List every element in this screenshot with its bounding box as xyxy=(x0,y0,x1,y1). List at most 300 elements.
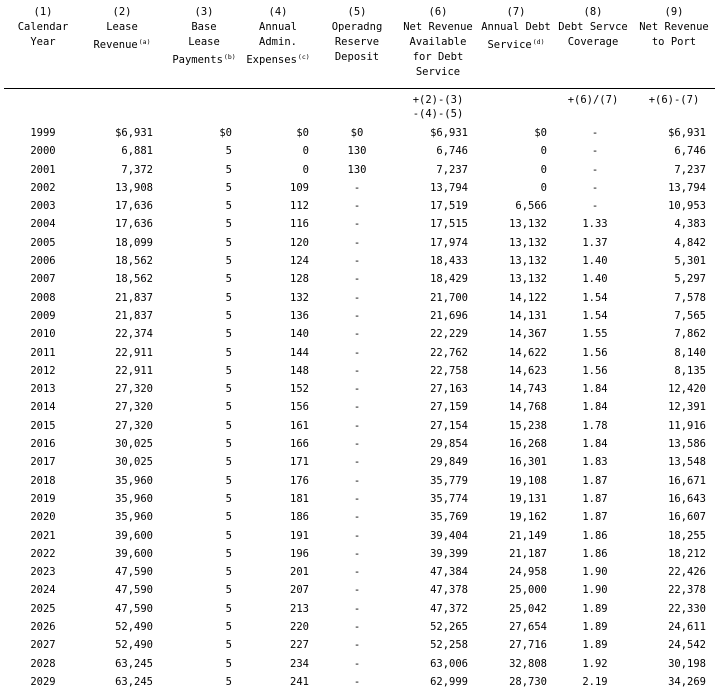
cell-year: 2015 xyxy=(30,419,56,432)
cell-operating-reserve: - xyxy=(353,383,361,396)
cell-net-to-port: 22,426 xyxy=(668,566,706,579)
cell-debt-service: 6,566 xyxy=(515,200,547,213)
cell-debt-service: 13,132 xyxy=(509,236,547,249)
cell-base-lease: 5 xyxy=(225,547,232,560)
cell-debt-service: 0 xyxy=(540,163,547,176)
cell-admin-expenses: 207 xyxy=(290,584,309,597)
cell-admin-expenses: 220 xyxy=(290,621,309,634)
cell-coverage: 1.92 xyxy=(582,657,608,670)
cell-operating-reserve: 130 xyxy=(347,163,367,176)
cell-admin-expenses: 128 xyxy=(290,273,309,286)
cell-base-lease: 5 xyxy=(225,492,232,505)
cell-net-to-port: 7,237 xyxy=(674,163,706,176)
cell-lease-revenue: 35,960 xyxy=(115,511,153,524)
formula-coverage xyxy=(557,93,629,107)
cell-debt-service: 14,122 xyxy=(509,291,547,304)
cell-year: 2019 xyxy=(30,492,56,505)
cell-base-lease: 5 xyxy=(225,236,232,249)
header-text: Payments xyxy=(172,54,223,66)
cell-year: 2025 xyxy=(30,602,56,615)
cell-year: 2020 xyxy=(30,511,56,524)
table-row xyxy=(0,581,719,599)
cell-year: 2017 xyxy=(30,456,56,469)
cell-debt-service: 14,623 xyxy=(509,364,547,377)
footnote-marker: (a) xyxy=(138,38,151,46)
cell-net-available: 17,974 xyxy=(430,236,468,249)
cell-lease-revenue: 17,636 xyxy=(115,200,153,213)
cell-net-available: 35,774 xyxy=(430,492,468,505)
cell-operating-reserve: - xyxy=(353,236,361,249)
cell-net-available: 27,159 xyxy=(430,401,468,414)
table-row xyxy=(0,417,719,435)
cell-debt-service: 14,768 xyxy=(509,401,547,414)
table-row xyxy=(0,490,719,508)
cell-base-lease: 5 xyxy=(225,309,232,322)
cell-debt-service: 25,000 xyxy=(509,584,547,597)
cell-debt-service: 14,131 xyxy=(509,309,547,322)
cell-admin-expenses: 124 xyxy=(290,255,309,268)
cell-year: 2018 xyxy=(30,474,56,487)
formula-line: +(6)-(7) xyxy=(648,94,700,106)
header-line: (2) xyxy=(112,6,132,18)
header-text: Revenue xyxy=(93,39,138,51)
cell-year: 2008 xyxy=(30,291,56,304)
cell-lease-revenue: 39,600 xyxy=(115,547,153,560)
cell-coverage: 1.89 xyxy=(582,621,608,634)
cell-lease-revenue: 21,837 xyxy=(115,291,153,304)
cell-net-to-port: 13,794 xyxy=(668,181,706,194)
cell-net-to-port: 11,916 xyxy=(668,419,706,432)
cell-coverage: 1.54 xyxy=(582,309,608,322)
cell-base-lease: 5 xyxy=(225,675,232,688)
cell-year: 2010 xyxy=(30,328,56,341)
cell-base-lease: 5 xyxy=(225,364,232,377)
cell-net-to-port: 16,643 xyxy=(668,492,706,505)
header-line: Annual xyxy=(259,21,297,33)
cell-base-lease: 5 xyxy=(225,383,232,396)
cell-lease-revenue: 63,245 xyxy=(115,657,153,670)
cell-coverage: 1.87 xyxy=(582,492,608,505)
cell-net-to-port: 8,135 xyxy=(674,364,706,377)
cell-net-available: 27,163 xyxy=(430,383,468,396)
cell-net-available: 17,519 xyxy=(430,200,468,213)
cell-coverage: 1.37 xyxy=(582,236,608,249)
footnote-marker: (b) xyxy=(223,53,236,61)
cell-admin-expenses: 156 xyxy=(290,401,309,414)
cell-operating-reserve: - xyxy=(353,438,361,451)
header-net-revenue-to-port xyxy=(636,5,712,50)
cell-debt-service: 32,808 xyxy=(509,657,547,670)
cell-coverage: 1.54 xyxy=(582,291,608,304)
cell-net-to-port: 30,198 xyxy=(668,657,706,670)
cell-operating-reserve: - xyxy=(353,200,361,213)
cell-year: 1999 xyxy=(30,127,56,139)
table-row xyxy=(0,618,719,636)
cell-net-available: 29,849 xyxy=(430,456,468,469)
cell-net-available: 47,378 xyxy=(430,584,468,597)
cell-debt-service: 0 xyxy=(540,181,547,194)
cell-lease-revenue: 22,911 xyxy=(115,346,153,359)
cell-base-lease: 5 xyxy=(225,584,232,597)
cell-admin-expenses: 140 xyxy=(290,328,309,341)
header-divider xyxy=(4,88,715,89)
cell-base-lease: 5 xyxy=(225,145,232,158)
header-line: Available xyxy=(409,36,467,48)
cell-base-lease: 5 xyxy=(225,200,232,213)
cell-debt-service: 0 xyxy=(540,145,547,158)
cell-admin-expenses: 227 xyxy=(290,639,309,652)
table-row xyxy=(0,527,719,545)
header-lease-revenue xyxy=(87,5,157,53)
cell-lease-revenue: 47,590 xyxy=(115,566,153,579)
cell-admin-expenses: 152 xyxy=(290,383,309,396)
table-row xyxy=(0,325,719,343)
header-line: to Port xyxy=(651,36,697,48)
cell-net-available: 21,700 xyxy=(430,291,468,304)
table-row xyxy=(0,344,719,362)
cell-year: 2007 xyxy=(30,273,56,286)
cell-debt-service: 14,367 xyxy=(509,328,547,341)
header-line: (3) xyxy=(194,6,214,18)
cell-lease-revenue: 47,590 xyxy=(115,584,153,597)
cell-coverage: 1.55 xyxy=(582,328,608,341)
cell-operating-reserve: - xyxy=(353,181,361,194)
cell-base-lease: 5 xyxy=(225,273,232,286)
cell-net-to-port: 10,953 xyxy=(668,200,706,213)
cell-net-to-port: 5,301 xyxy=(674,255,706,268)
cell-coverage: 1.87 xyxy=(582,474,608,487)
header-admin-expenses xyxy=(243,5,313,68)
cell-lease-revenue: 39,600 xyxy=(115,529,153,542)
cell-base-lease: 5 xyxy=(225,438,232,451)
header-line: Year xyxy=(30,36,56,48)
cell-operating-reserve: - xyxy=(353,639,361,652)
cell-year: 2012 xyxy=(30,364,56,377)
cell-lease-revenue: 18,099 xyxy=(115,236,153,249)
cell-debt-service: 27,716 xyxy=(509,639,547,652)
cell-operating-reserve: - xyxy=(353,328,361,341)
footnote-marker: (c) xyxy=(297,53,310,61)
table-row xyxy=(0,270,719,288)
cell-coverage: 1.33 xyxy=(582,218,608,231)
header-line: (5) xyxy=(347,6,367,18)
cell-operating-reserve: - xyxy=(353,218,361,231)
cell-coverage: 1.40 xyxy=(582,255,608,268)
cell-year: 2016 xyxy=(30,438,56,451)
cell-base-lease: 5 xyxy=(225,163,232,176)
cell-operating-reserve: - xyxy=(353,584,361,597)
cell-lease-revenue: 22,374 xyxy=(115,328,153,341)
cell-admin-expenses: 0 xyxy=(302,163,309,176)
cell-net-available: 17,515 xyxy=(430,218,468,231)
cell-lease-revenue: 47,590 xyxy=(115,602,153,615)
cell-lease-revenue: 6,881 xyxy=(121,145,153,158)
cell-admin-expenses: 132 xyxy=(290,291,309,304)
cell-coverage: 1.40 xyxy=(582,273,608,286)
cell-coverage: - xyxy=(591,200,599,213)
header-line: Service xyxy=(415,66,461,78)
header-line: (8) xyxy=(583,6,603,18)
cell-net-to-port: $6,931 xyxy=(668,127,706,139)
cell-base-lease: 5 xyxy=(225,621,232,634)
cell-net-available: 22,229 xyxy=(430,328,468,341)
table-row xyxy=(0,215,719,233)
table-row xyxy=(0,252,719,270)
header-line xyxy=(170,50,238,68)
cell-admin-expenses: 120 xyxy=(290,236,309,249)
header-debt-service-coverage xyxy=(557,5,629,50)
cell-year: 2026 xyxy=(30,621,56,634)
cell-net-available: 39,404 xyxy=(430,529,468,542)
cell-lease-revenue: 27,320 xyxy=(115,401,153,414)
cell-base-lease: 5 xyxy=(225,346,232,359)
cell-coverage: 1.86 xyxy=(582,529,608,542)
formula-net-to-port xyxy=(636,93,712,107)
cell-operating-reserve: - xyxy=(353,309,361,322)
cell-net-available: 18,429 xyxy=(430,273,468,286)
header-line: Deposit xyxy=(334,51,380,63)
cell-net-to-port: 7,565 xyxy=(674,309,706,322)
header-net-revenue-available xyxy=(400,5,476,80)
header-line: Lease xyxy=(106,21,138,33)
cell-admin-expenses: 241 xyxy=(290,675,309,688)
cell-year: 2024 xyxy=(30,584,56,597)
cell-operating-reserve: - xyxy=(353,602,361,615)
cell-base-lease: 5 xyxy=(225,456,232,469)
cell-admin-expenses: 186 xyxy=(290,511,309,524)
cell-lease-revenue: 27,320 xyxy=(115,419,153,432)
cell-year: 2004 xyxy=(30,218,56,231)
cell-operating-reserve: - xyxy=(353,547,361,560)
cell-operating-reserve: $0 xyxy=(350,127,364,139)
cell-base-lease: 5 xyxy=(225,181,232,194)
cell-net-to-port: 4,842 xyxy=(674,236,706,249)
cell-net-available: 47,372 xyxy=(430,602,468,615)
cell-net-to-port: 13,586 xyxy=(668,438,706,451)
cell-year: 2001 xyxy=(30,163,56,176)
cell-year: 2013 xyxy=(30,383,56,396)
cell-debt-service: 19,131 xyxy=(509,492,547,505)
cell-coverage: 1.86 xyxy=(582,547,608,560)
cell-net-available: 62,999 xyxy=(430,675,468,688)
header-line xyxy=(87,35,157,53)
footnote-marker: (d) xyxy=(532,38,545,46)
cell-coverage: 1.84 xyxy=(582,401,608,414)
cell-lease-revenue: 18,562 xyxy=(115,273,153,286)
cell-base-lease: 5 xyxy=(225,529,232,542)
header-operating-reserve xyxy=(326,5,388,65)
header-line xyxy=(243,50,313,68)
table-row xyxy=(0,161,719,179)
cell-net-to-port: 12,391 xyxy=(668,401,706,414)
cell-debt-service: 19,162 xyxy=(509,511,547,524)
table-row xyxy=(0,398,719,416)
cell-net-available: 7,237 xyxy=(436,163,468,176)
header-line: Calendar xyxy=(17,21,69,33)
header-line: for Debt xyxy=(412,51,464,63)
cell-admin-expenses: 116 xyxy=(290,218,309,231)
cell-base-lease: 5 xyxy=(225,419,232,432)
cell-admin-expenses: 213 xyxy=(290,602,309,615)
cell-coverage: 1.56 xyxy=(582,364,608,377)
cell-lease-revenue: 63,245 xyxy=(115,675,153,688)
cell-year: 2009 xyxy=(30,309,56,322)
header-line xyxy=(478,35,554,53)
cell-admin-expenses: 201 xyxy=(290,566,309,579)
header-base-lease-payments xyxy=(170,5,238,68)
cell-base-lease: 5 xyxy=(225,566,232,579)
cell-operating-reserve: - xyxy=(353,291,361,304)
cell-net-available: 27,154 xyxy=(430,419,468,432)
cell-net-to-port: 8,140 xyxy=(674,346,706,359)
cell-coverage: 2.19 xyxy=(582,675,608,688)
cell-base-lease: 5 xyxy=(225,291,232,304)
cell-net-available: 21,696 xyxy=(430,309,468,322)
cell-year: 2023 xyxy=(30,566,56,579)
cell-net-to-port: 5,297 xyxy=(674,273,706,286)
cell-coverage: 1.89 xyxy=(582,602,608,615)
cell-net-available: 35,779 xyxy=(430,474,468,487)
cell-net-available: 29,854 xyxy=(430,438,468,451)
cell-admin-expenses: 136 xyxy=(290,309,309,322)
header-line: Net Revenue xyxy=(403,21,473,33)
cell-year: 2014 xyxy=(30,401,56,414)
header-line: Admin. xyxy=(259,36,297,48)
cell-lease-revenue: 35,960 xyxy=(115,474,153,487)
cell-net-available: 47,384 xyxy=(430,566,468,579)
cell-coverage: 1.83 xyxy=(582,456,608,469)
cell-net-available: 63,006 xyxy=(430,657,468,670)
header-text: Expenses xyxy=(246,54,297,66)
table-row xyxy=(0,142,719,160)
header-line: Coverage xyxy=(567,36,619,48)
formula-line: +(6)/(7) xyxy=(567,94,619,106)
cell-operating-reserve: - xyxy=(353,657,361,670)
cell-debt-service: 28,730 xyxy=(509,675,547,688)
cell-net-available: 52,265 xyxy=(430,621,468,634)
cell-lease-revenue: $6,931 xyxy=(115,127,153,139)
cell-admin-expenses: $0 xyxy=(296,127,309,139)
table-body xyxy=(0,124,719,691)
header-line: Annual Debt xyxy=(481,21,551,33)
table-row xyxy=(0,600,719,618)
cell-net-available: 52,258 xyxy=(430,639,468,652)
cell-debt-service: 25,042 xyxy=(509,602,547,615)
table-row xyxy=(0,545,719,563)
cell-base-lease: 5 xyxy=(225,255,232,268)
cell-lease-revenue: 52,490 xyxy=(115,621,153,634)
cell-debt-service: 21,187 xyxy=(509,547,547,560)
cell-operating-reserve: - xyxy=(353,511,361,524)
header-line: (7) xyxy=(506,6,526,18)
cell-coverage: 1.84 xyxy=(582,383,608,396)
header-line: Operadng xyxy=(331,21,383,33)
cell-debt-service: 13,132 xyxy=(509,273,547,286)
table-row xyxy=(0,124,719,142)
cell-base-lease: 5 xyxy=(225,474,232,487)
cell-operating-reserve: - xyxy=(353,621,361,634)
cell-year: 2002 xyxy=(30,181,56,194)
cell-operating-reserve: - xyxy=(353,492,361,505)
cell-net-to-port: 4,383 xyxy=(674,218,706,231)
cell-net-to-port: 18,255 xyxy=(668,529,706,542)
cell-lease-revenue: 21,837 xyxy=(115,309,153,322)
table-row xyxy=(0,179,719,197)
cell-lease-revenue: 30,025 xyxy=(115,438,153,451)
cell-coverage: - xyxy=(591,163,599,176)
header-line: Lease xyxy=(188,36,220,48)
cell-base-lease: 5 xyxy=(225,218,232,231)
cell-net-available: $6,931 xyxy=(430,127,468,139)
table-row xyxy=(0,655,719,673)
cell-year: 2011 xyxy=(30,346,56,359)
cell-lease-revenue: 52,490 xyxy=(115,639,153,652)
cell-base-lease: 5 xyxy=(225,639,232,652)
cell-operating-reserve: - xyxy=(353,255,361,268)
cell-year: 2005 xyxy=(30,236,56,249)
cell-admin-expenses: 148 xyxy=(290,364,309,377)
cell-net-available: 39,399 xyxy=(430,547,468,560)
cell-coverage: 1.89 xyxy=(582,639,608,652)
cell-admin-expenses: 161 xyxy=(290,419,309,432)
formula-line: +(2)-(3) xyxy=(412,94,464,106)
cell-lease-revenue: 35,960 xyxy=(115,492,153,505)
cell-year: 2021 xyxy=(30,529,56,542)
cell-net-to-port: 24,542 xyxy=(668,639,706,652)
cell-coverage: - xyxy=(591,145,599,158)
cell-net-available: 13,794 xyxy=(430,181,468,194)
cell-net-to-port: 12,420 xyxy=(668,383,706,396)
cell-operating-reserve: - xyxy=(353,273,361,286)
header-line: Debt Servce xyxy=(558,21,628,33)
header-line: Base xyxy=(191,21,217,33)
header-line: Net Revenue xyxy=(639,21,709,33)
header-calendar-year xyxy=(13,5,73,50)
cell-base-lease: $0 xyxy=(219,127,232,139)
cell-lease-revenue: 22,911 xyxy=(115,364,153,377)
cell-operating-reserve: - xyxy=(353,401,361,414)
cell-coverage: - xyxy=(591,181,599,194)
header-line: Reserve xyxy=(334,36,380,48)
cell-net-available: 22,758 xyxy=(430,364,468,377)
cell-net-to-port: 22,378 xyxy=(668,584,706,597)
cell-year: 2022 xyxy=(30,547,56,560)
cell-admin-expenses: 191 xyxy=(290,529,309,542)
cell-operating-reserve: - xyxy=(353,364,361,377)
cell-admin-expenses: 171 xyxy=(290,456,309,469)
cell-debt-service: 16,301 xyxy=(509,456,547,469)
cell-lease-revenue: 13,908 xyxy=(115,181,153,194)
cell-coverage: - xyxy=(591,127,599,139)
cell-operating-reserve: - xyxy=(353,474,361,487)
cell-admin-expenses: 144 xyxy=(290,346,309,359)
header-line: (1) xyxy=(33,6,53,18)
cell-net-available: 6,746 xyxy=(436,145,468,158)
cell-coverage: 1.84 xyxy=(582,438,608,451)
cell-net-to-port: 6,746 xyxy=(674,145,706,158)
cell-year: 2000 xyxy=(30,145,56,158)
header-line: (6) xyxy=(428,6,448,18)
cell-debt-service: 13,132 xyxy=(509,218,547,231)
cell-operating-reserve: - xyxy=(353,566,361,579)
cell-net-to-port: 22,330 xyxy=(668,602,706,615)
cell-net-to-port: 7,578 xyxy=(674,291,706,304)
cell-admin-expenses: 0 xyxy=(302,145,309,158)
cell-lease-revenue: 17,636 xyxy=(115,218,153,231)
header-line: (4) xyxy=(268,6,288,18)
cell-year: 2003 xyxy=(30,200,56,213)
cell-operating-reserve: - xyxy=(353,529,361,542)
